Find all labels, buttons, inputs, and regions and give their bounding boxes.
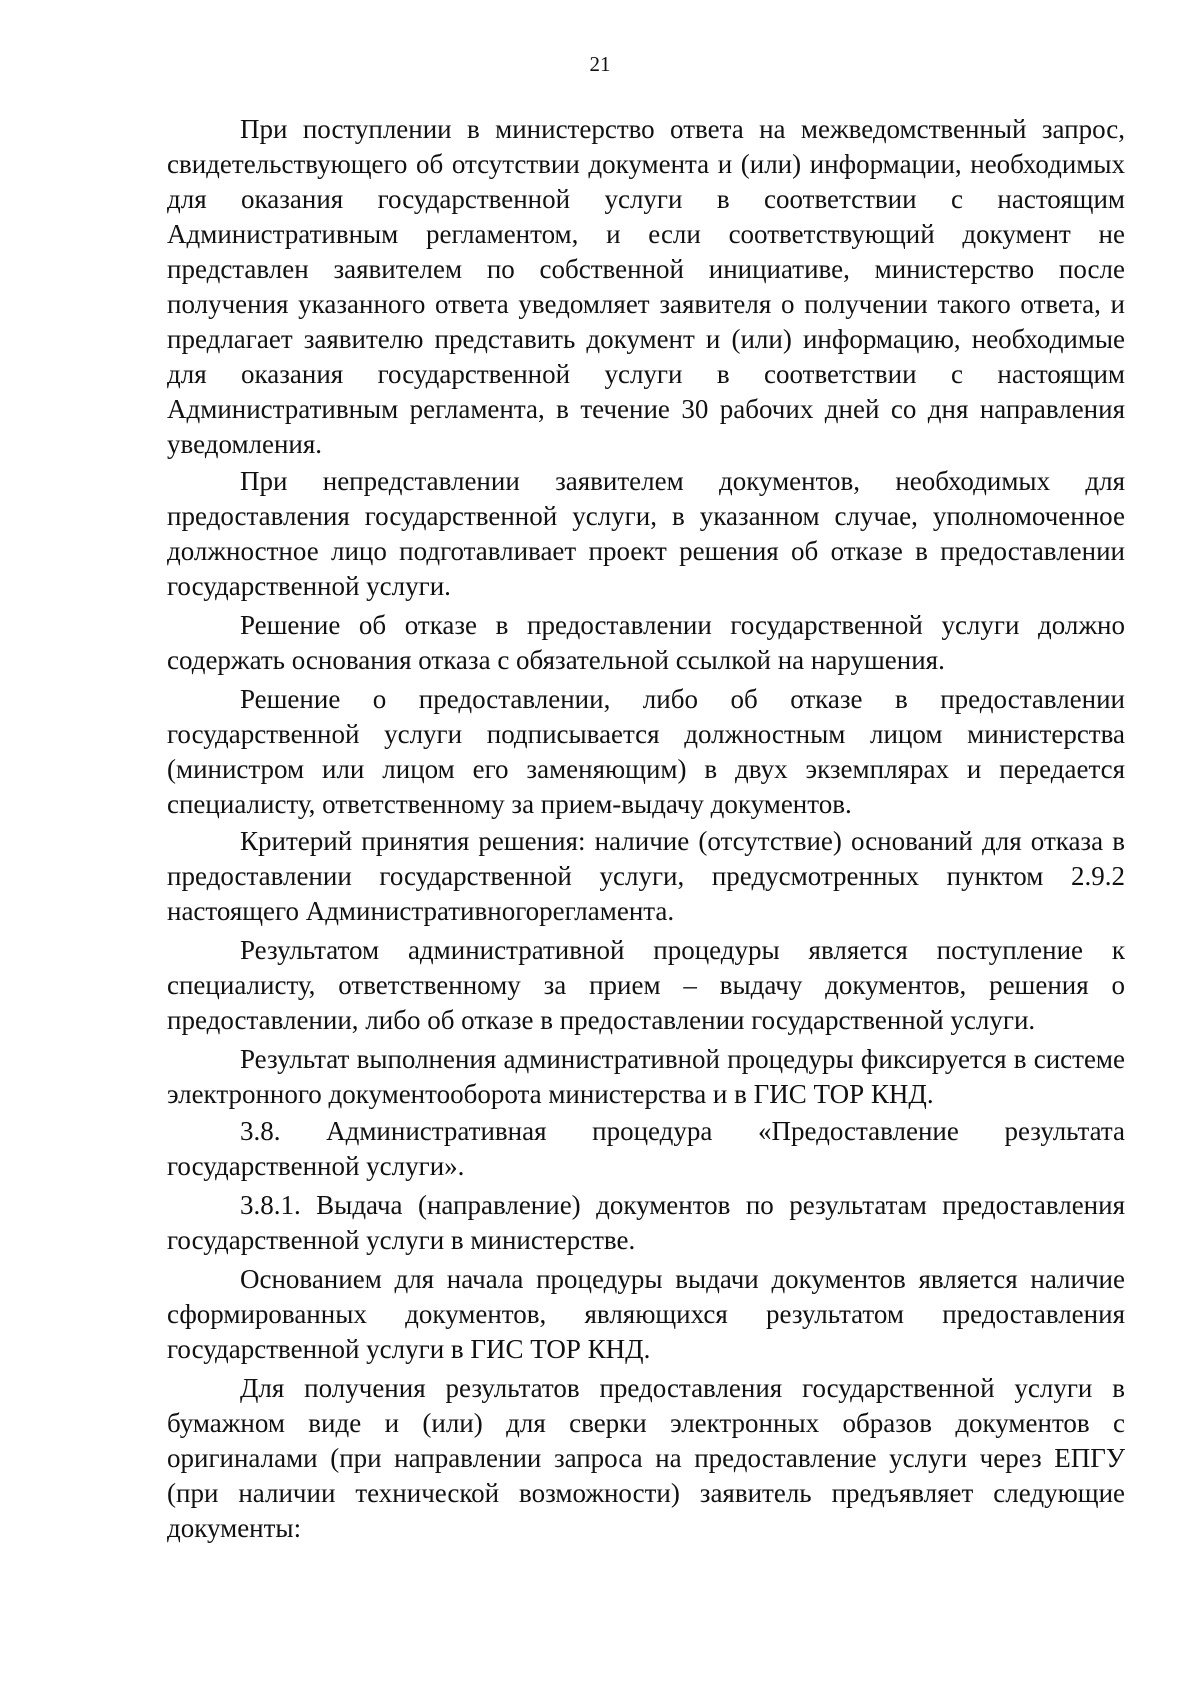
paragraph-procedure-result: Результатом административной процедуры является поступление к специалисту, ответственному за прием – выдачу документов, решения о предоставлении, либо об отказе в предоставлении государственной услуги. [167,935,1125,1035]
section-heading-3-8-1: 3.8.1. Выдача (направление) документов по результатам предоставления государственной услуги в министерстве. [167,1190,1125,1255]
paragraph-refusal-decision: Решение об отказе в предоставлении государственной услуги должно содержать основания отказа с обязательной ссылкой на нарушения. [167,610,1125,675]
section-heading-3-8: 3.8. Административная процедура «Предоставление результата государственной услуги». [167,1116,1125,1181]
paragraph-decision-criterion: Критерий принятия решения: наличие (отсутствие) оснований для отказа в предоставлении государственной услуги, предусмотренных пунктом 2.9.2 настоящего Административногорегламента. [167,826,1125,926]
paragraph-decision-signing: Решение о предоставлении, либо об отказе в предоставлении государственной услуги подписывается должностным лицом министерства (министром или лицом его заменяющим) в двух экземплярах и передается специалисту, ответственному за прием-выдачу документов. [167,684,1125,819]
paragraph-non-submission: При непредставлении заявителем документов, необходимых для предоставления государственной услуги, в указанном случае, уполномоченное должностное лицо подготавливает проект решения об отказе в предоставлении государственной услуги. [167,466,1125,601]
paragraph-result-recording: Результат выполнения административной процедуры фиксируется в системе электронного документооборота министерства и в ГИС ТОР КНД. [167,1044,1125,1109]
paragraph-required-documents: Для получения результатов предоставления государственной услуги в бумажном виде и (или) для сверки электронных образов документов с оригиналами (при направлении запроса на предоставление услуги через ЕПГУ (при наличии технической возможности) заявитель предъявляет следующие документы: [167,1373,1125,1543]
paragraph-interagency-response: При поступлении в министерство ответа на межведомственный запрос, свидетельствующего об отсутствии документа и (или) информации, необходимых для оказания государственной услуги в соответствии с настоящим Административным регламентом, и если соответствующий документ не представлен заявителем по собственной инициативе, министерство после получения указанного ответа уведомляет заявителя о получении такого ответа, и предлагает заявителю представить документ и (или) информацию, необходимые для оказания государственной услуги в соответствии с настоящим Административным регламента, в течение 30 рабочих дней со дня направления уведомления. [167,114,1125,459]
page-number: 21 [589,52,611,76]
document-body [167,112,1125,1548]
paragraph-issuance-grounds: Основанием для начала процедуры выдачи документов является наличие сформированных документов, являющихся результатом предоставления государственной услуги в ГИС ТОР КНД. [167,1264,1125,1364]
